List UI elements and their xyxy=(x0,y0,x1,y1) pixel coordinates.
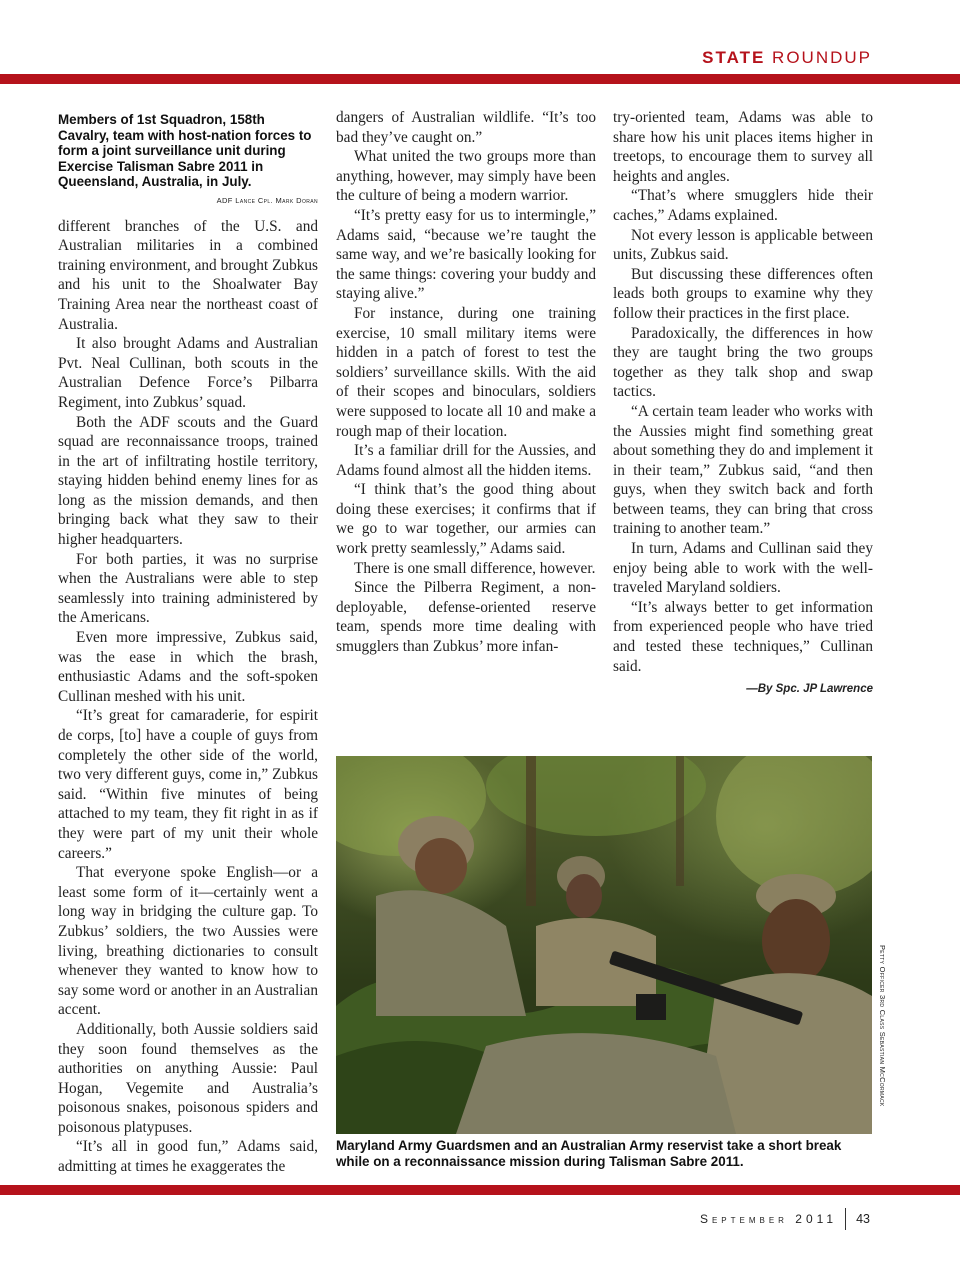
paragraph: “It’s great for camaraderie, for espirit de corps, [to] have a couple of guys from completely the other side of the world, two very different guys, come in,” Zubkus said. “Within five minutes of being attached to my team, they fit right in as if they were part of my unit their whole careers.” xyxy=(58,707,318,862)
paragraph: What united the two groups more than anything, however, may simply have been the culture of being a modern warrior. xyxy=(336,148,596,205)
paragraph: Not every lesson is applicable between units, Zubkus said. xyxy=(613,226,873,264)
top-photo-credit: ADF Lance Cpl. Mark Doran xyxy=(216,195,318,205)
section-header-strong: STATE xyxy=(702,48,766,67)
bottom-photo-credit: Petty Officer 3rd Class Sebastian McCormack xyxy=(878,945,887,1107)
issue-date: September 2011 xyxy=(699,1212,838,1226)
paragraph: “It’s pretty easy for us to intermingle,” Adams said, “because we’re taught the same way, and we’re basically looking for the same things: covering your buddy and staying alive.” xyxy=(336,206,596,303)
soldiers-photo xyxy=(336,756,872,1134)
paragraph: Both the ADF scouts and the Guard squad are reconnaissance troops, trained in the art of infiltrating hostile territory, staying hidden behind enemy lines for as long as the mission demands, and then bringing back what they saw to their higher headquarters. xyxy=(58,413,318,549)
top-photo-caption: Members of 1st Squadron, 158th Cavalry, team with host-nation forces to form a joint surveillance unit during Exercise Talisman Sabre 2011 in Queensland, Australia, in July. xyxy=(58,112,312,190)
paragraph: “A certain team leader who works with the Aussies might find something great about something they do and implement it in their team,” Zubkus said, “and then guys, when they switch back and forth between teams, they can bring that cross training to another team.” xyxy=(613,402,873,538)
paragraph: Since the Pilberra Regiment, a non-deployable, defense-oriented reserve team, spends more time dealing with smugglers than Zubkus’ more infan- xyxy=(336,579,596,656)
footer-divider xyxy=(845,1208,846,1230)
top-red-rule xyxy=(0,74,960,84)
paragraph: try-oriented team, Adams was able to share how his unit places items higher in treetops, to encourage them to survey all heights and angles. xyxy=(613,109,873,185)
section-header-light: ROUNDUP xyxy=(772,48,872,67)
article-column-1 xyxy=(58,108,318,1177)
article-column-2 xyxy=(336,108,596,657)
paragraph: “I think that’s the good thing about doing these exercises; it confirms that if we go to war together, our armies can work pretty seamlessly,” Adams said. xyxy=(336,481,596,558)
paragraph: It also brought Adams and Australian Pvt. Neal Cullinan, both scouts in the Australian Defence Force’s Pilbarra Regiment, into Zubkus’ squad. xyxy=(58,335,318,411)
article-column-3 xyxy=(613,108,873,700)
paragraph: There is one small difference, however. xyxy=(354,559,596,577)
paragraph: For both parties, it was no surprise when the Australians were able to step seamlessly into training administered by the Americans. xyxy=(58,550,318,627)
soldiers-photo-illustration xyxy=(336,756,872,1134)
paragraph: Even more impressive, Zubkus said, was the ease in which the brash, enthusiastic Adams and the soft-spoken Cullinan meshed with his unit. xyxy=(58,629,318,705)
paragraph: In turn, Adams and Cullinan said they enjoy being able to work with the well-traveled Maryland soldiers. xyxy=(613,540,873,597)
bottom-photo-caption: Maryland Army Guardsmen and an Australian Army reservist take a short break while on a reconnaissance mission during Talisman Sabre 2011. xyxy=(336,1138,842,1169)
paragraph: dangers of Australian wildlife. “It’s too bad they’ve caught on.” xyxy=(336,109,596,146)
author-byline: —By Spc. JP Lawrence xyxy=(746,683,873,696)
paragraph: Paradoxically, the differences in how they are taught bring the two groups together as they talk shop and swap tactics. xyxy=(613,324,873,401)
paragraph: “It’s always better to get information from experienced people who have tried and tested these techniques,” Cullinan said. xyxy=(613,598,873,675)
paragraph: But discussing these differences often leads both groups to examine why they follow their practices in the first place. xyxy=(613,265,873,322)
paragraph: “It’s all in good fun,” Adams said, admitting at times he exaggerates the xyxy=(58,1138,318,1176)
page-number: 43 xyxy=(856,1212,870,1226)
paragraph: “That’s where smugglers hide their caches,” Adams explained. xyxy=(613,187,873,224)
paragraph: It’s a familiar drill for the Aussies, and Adams found almost all the hidden items. xyxy=(336,442,596,479)
bottom-red-rule xyxy=(0,1185,960,1195)
paragraph: That everyone spoke English—or a least some form of it—certainly went a long way in bridging the culture gap. To Zubkus’ soldiers, the two Aussies were living, breathing dictionaries to consult whenever they wanted to know how to say some word or another in an Australian accent. xyxy=(58,864,318,1019)
section-header xyxy=(702,48,872,68)
paragraph: For instance, during one training exercise, 10 small military items were hidden in a patch of forest to test the soldiers’ surveillance skills. With the aid of their scopes and binoculars, soldiers were supposed to locate all 10 and make a rough map of their location. xyxy=(336,304,596,440)
page-footer xyxy=(700,1208,870,1230)
paragraph: Additionally, both Aussie soldiers said they soon found themselves as the authorities on anything Aussie: Paul Hogan, Vegemite and Australia’s poisonous snakes, poisonous spiders and poisonous platypuses. xyxy=(58,1020,318,1136)
paragraph: different branches of the U.S. and Australian militaries in a combined training environment, and brought Zubkus and his unit to the Shoalwater Bay Training Area near the northeast coast of Australia. xyxy=(58,217,318,333)
